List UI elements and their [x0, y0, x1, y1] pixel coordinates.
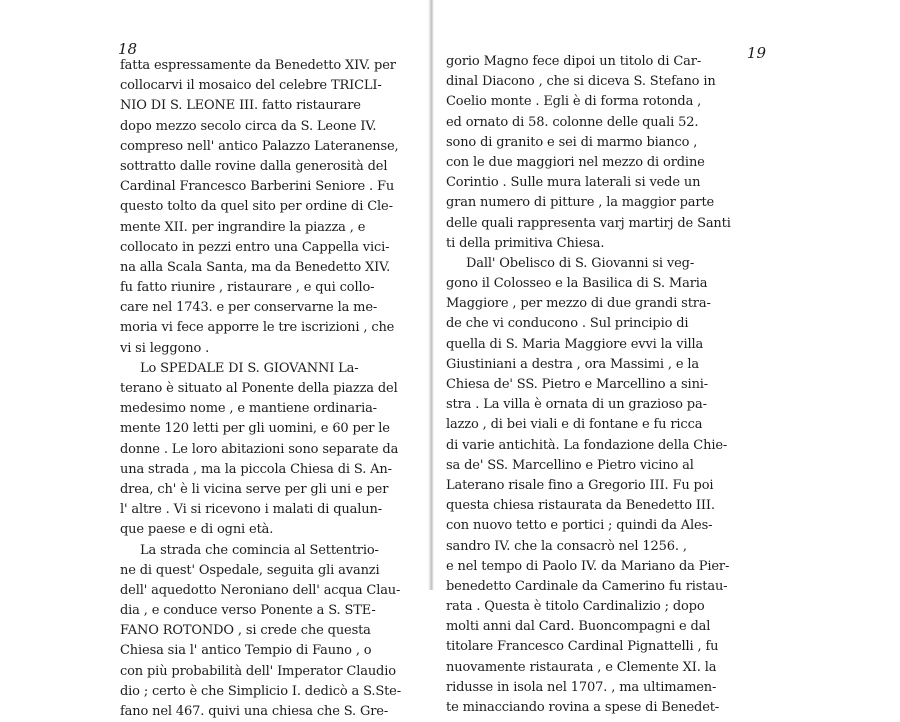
text-line: de che vi conducono . Sul principio di — [446, 316, 689, 332]
text-line: te minacciando rovina a spese di Benedet- — [446, 700, 720, 715]
text-line: FANO ROTONDO , si crede che questa — [120, 623, 371, 639]
text-line: collocato in pezzi entro una Cappella vici- — [120, 239, 390, 255]
text-line: con le due maggiori nel mezzo di ordine — [446, 154, 705, 170]
text-line: medesimo nome , e mantiene ordinaria- — [120, 401, 377, 417]
text-line: sa de' SS. Marcellino e Pietro vicino al — [446, 457, 694, 473]
text-line: Dall' Obelisco di S. Giovanni si veg- — [466, 255, 695, 271]
text-line: collocarvi il mosaico del celebre TRICLI- — [120, 78, 382, 94]
text-line: donne . Le loro abitazioni sono separate da — [120, 441, 399, 457]
text-line: mente 120 letti per gli uomini, e 60 per le — [120, 421, 390, 437]
text-line: stra . La villa è ornata di un grazioso pa- — [446, 397, 707, 413]
text-line: una strada , ma la piccola Chiesa di S. An- — [120, 461, 392, 477]
text-line: vi si leggono . — [120, 340, 210, 356]
text-line: con più probabilità dell' Imperator Claudio — [120, 663, 396, 679]
text-line: dia , e conduce verso Ponente a S. STE- — [120, 603, 376, 619]
text-line: Chiesa de' SS. Pietro e Marcellino a sini- — [446, 377, 709, 392]
text-line: nuovamente ristaurata , e Clemente XI. la — [446, 659, 717, 675]
text-line: di varie antichità. La fondazione della Chie- — [446, 437, 728, 453]
text-line: fu fatto riunire , ristaurare , e qui collo- — [120, 280, 375, 296]
text-line: Lo SPEDALE DI S. GIOVANNI La- — [140, 360, 359, 376]
text-line: questa chiesa ristaurata da Benedetto III. — [446, 498, 715, 514]
text-line: Laterano risale fino a Gregorio III. Fu poi — [446, 477, 714, 493]
text-line: que paese e di ogni età. — [120, 522, 274, 538]
text-line: benedetto Cardinale da Camerino fu ristau- — [446, 578, 728, 594]
text-line: Cardinal Francesco Barberini Seniore . Fu — [120, 179, 395, 195]
text-line: dio ; certo è che Simplicio I. dedicò a S.Ste- — [120, 683, 401, 699]
text-line: dinal Diacono , che si diceva S. Stefano in — [446, 74, 716, 90]
right-page — [446, 0, 774, 715]
left-page — [100, 0, 418, 719]
text-line: Chiesa sia l' antico Tempio di Fauno , o — [120, 643, 372, 659]
text-line: care nel 1743. e per conservarne la me- — [120, 300, 378, 316]
text-line: ne di quest' Ospedale, seguita gli avanzi — [120, 562, 380, 578]
text-line: na alla Scala Santa, ma da Benedetto XIV. — [120, 259, 391, 275]
text-line: dopo mezzo secolo circa da S. Leone IV. — [120, 118, 377, 134]
text-line: sandro IV. che la consacrò nel 1256. , — [446, 538, 687, 554]
text-line: ed ornato di 58. colonne delle quali 52. — [446, 114, 699, 130]
right-page-text — [446, 52, 764, 718]
text-line: Corintio . Sulle mura laterali si vede un — [446, 175, 701, 191]
text-line: sono di granito e sei di marmo bianco , — [446, 134, 698, 150]
text-line: drea, ch' è li vicina serve per gli uni e per — [120, 481, 389, 497]
text-line: Giustiniani a destra , ora Massimi , e la — [446, 356, 700, 372]
text-line: dell' aquedotto Neroniano dell' acqua Clau- — [120, 582, 401, 598]
text-line: delle quali rappresenta varj martirj de Santi — [446, 215, 731, 231]
text-line: mente XII. per ingrandire la piazza , e — [120, 219, 366, 235]
page-number-left: 18 — [118, 40, 138, 58]
text-line: La strada che comincia al Settentrio- — [140, 542, 379, 558]
text-line: terano è situato al Ponente della piazza del — [120, 381, 398, 396]
left-page-text — [120, 56, 418, 722]
text-line: Maggiore , per mezzo di due grandi stra- — [446, 296, 711, 312]
text-line: moria vi fece apporre le tre iscrizioni , che — [120, 320, 395, 336]
text-line: compreso nell' antico Palazzo Lateranense, — [120, 138, 399, 154]
text-line: Coelio monte . Egli è di forma rotonda , — [446, 94, 702, 110]
text-line: molti anni dal Card. Buoncompagni e dal — [446, 619, 711, 635]
text-line: lazzo , di bei viali e di fontane e fu ricca — [446, 417, 703, 433]
text-line: ti della primitiva Chiesa. — [446, 235, 605, 251]
text-line: l' altre . Vi si ricevono i malati di qualun- — [120, 502, 382, 518]
text-line: gran numero di pitture , la maggior parte — [446, 195, 715, 211]
text-line: sottratto dalle rovine dalla generosità del — [120, 158, 388, 174]
text-line: quella di S. Maria Maggiore evvi la villa — [446, 336, 704, 352]
text-line: con nuovo tetto e portici ; quindi da Ales- — [446, 518, 713, 534]
text-line: ridusse in isola nel 1707. , ma ultimamen- — [446, 679, 717, 695]
page-number-right: 19 — [746, 44, 766, 62]
text-line: gono il Colosseo e la Basilica di S. Maria — [446, 276, 708, 292]
text-line: NIO DI S. LEONE III. fatto ristaurare — [120, 98, 361, 114]
text-line: fano nel 467. quivi una chiesa che S. Gre- — [120, 704, 389, 719]
text-line: questo tolto da quel sito per ordine di Cle- — [120, 199, 393, 215]
text-line: fatta espressamente da Benedetto XIV. per — [120, 58, 396, 73]
text-line: rata . Questa è titolo Cardinalizio ; dopo — [446, 599, 705, 615]
text-line: e nel tempo di Paolo IV. da Mariano da Pier- — [446, 558, 730, 574]
text-line: titolare Francesco Cardinal Pignattelli , fu — [446, 639, 719, 655]
page-gutter — [428, 0, 434, 590]
text-line: gorio Magno fece dipoi un titolo di Car- — [446, 54, 702, 69]
